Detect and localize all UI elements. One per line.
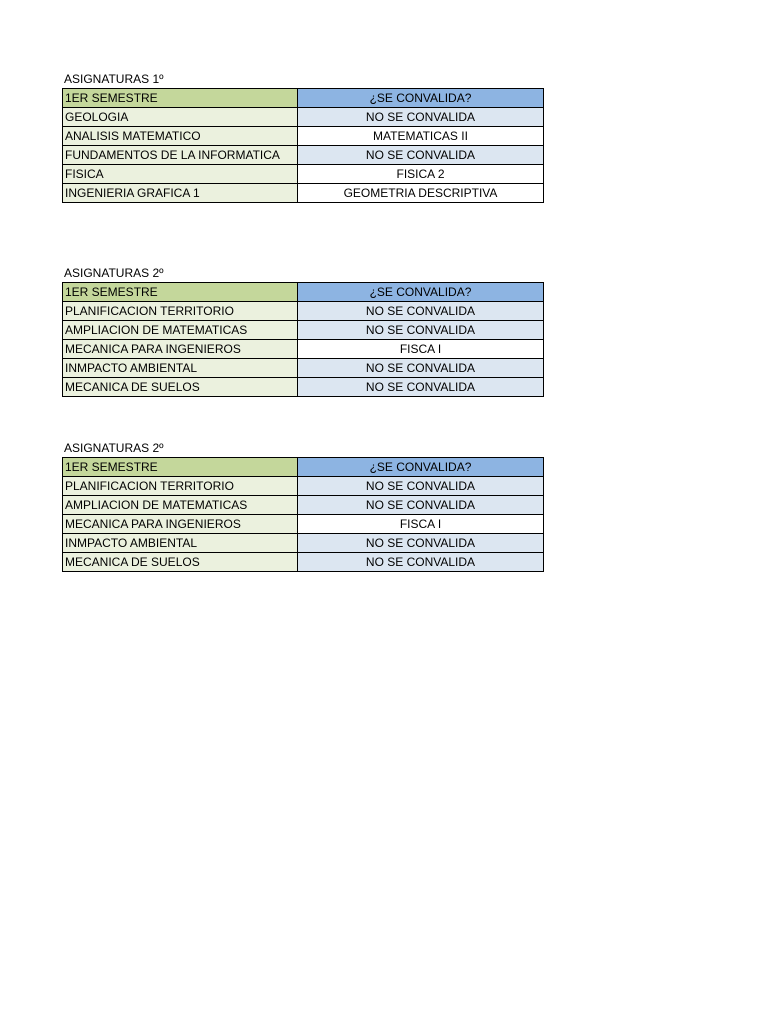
convalidation-cell[interactable]: FISICA 2 — [298, 165, 544, 184]
header-row — [63, 458, 544, 477]
table-row — [63, 302, 544, 321]
subject-cell[interactable]: MECANICA DE SUELOS — [63, 378, 298, 397]
table-row — [63, 108, 544, 127]
table-asignaturas-2 — [62, 264, 543, 397]
table-row — [63, 359, 544, 378]
table-row — [63, 496, 544, 515]
convalidation-table — [62, 282, 544, 397]
table-row — [63, 477, 544, 496]
subject-cell[interactable]: MECANICA PARA INGENIEROS — [63, 515, 298, 534]
table-row — [63, 340, 544, 359]
subject-cell[interactable]: AMPLIACION DE MATEMATICAS — [63, 496, 298, 515]
table-row — [63, 515, 544, 534]
table-caption: ASIGNATURAS 1º — [64, 72, 164, 86]
header-semester[interactable]: 1ER SEMESTRE — [63, 89, 298, 108]
convalidation-table — [62, 88, 544, 203]
table-row — [63, 378, 544, 397]
convalidation-cell[interactable]: NO SE CONVALIDA — [298, 534, 544, 553]
subject-cell[interactable]: INMPACTO AMBIENTAL — [63, 534, 298, 553]
subject-cell[interactable]: ANALISIS MATEMATICO — [63, 127, 298, 146]
table-row — [63, 321, 544, 340]
table-row — [63, 165, 544, 184]
subject-cell[interactable]: FUNDAMENTOS DE LA INFORMATICA — [63, 146, 298, 165]
convalidation-cell[interactable]: NO SE CONVALIDA — [298, 359, 544, 378]
table-asignaturas-1 — [62, 70, 543, 203]
convalidation-cell[interactable]: NO SE CONVALIDA — [298, 553, 544, 572]
convalidation-cell[interactable]: FISCA I — [298, 515, 544, 534]
convalidation-cell[interactable]: MATEMATICAS II — [298, 127, 544, 146]
subject-cell[interactable]: INGENIERIA GRAFICA 1 — [63, 184, 298, 203]
table-asignaturas-2-copy — [62, 439, 543, 572]
header-convalida[interactable]: ¿SE CONVALIDA? — [298, 283, 544, 302]
subject-cell[interactable]: GEOLOGIA — [63, 108, 298, 127]
header-convalida[interactable]: ¿SE CONVALIDA? — [298, 89, 544, 108]
table-row — [63, 184, 544, 203]
table-row — [63, 553, 544, 572]
table-row — [63, 127, 544, 146]
convalidation-cell[interactable]: NO SE CONVALIDA — [298, 496, 544, 515]
convalidation-cell[interactable]: NO SE CONVALIDA — [298, 378, 544, 397]
convalidation-cell[interactable]: NO SE CONVALIDA — [298, 108, 544, 127]
table-caption: ASIGNATURAS 2º — [64, 441, 164, 455]
convalidation-cell[interactable]: FISCA I — [298, 340, 544, 359]
convalidation-cell[interactable]: NO SE CONVALIDA — [298, 146, 544, 165]
convalidation-cell[interactable]: NO SE CONVALIDA — [298, 302, 544, 321]
table-row — [63, 534, 544, 553]
header-semester[interactable]: 1ER SEMESTRE — [63, 458, 298, 477]
convalidation-table — [62, 457, 544, 572]
subject-cell[interactable]: AMPLIACION DE MATEMATICAS — [63, 321, 298, 340]
header-convalida[interactable]: ¿SE CONVALIDA? — [298, 458, 544, 477]
header-semester[interactable]: 1ER SEMESTRE — [63, 283, 298, 302]
subject-cell[interactable]: PLANIFICACION TERRITORIO — [63, 302, 298, 321]
header-row — [63, 283, 544, 302]
subject-cell[interactable]: FISICA — [63, 165, 298, 184]
subject-cell[interactable]: MECANICA PARA INGENIEROS — [63, 340, 298, 359]
subject-cell[interactable]: PLANIFICACION TERRITORIO — [63, 477, 298, 496]
convalidation-cell[interactable]: GEOMETRIA DESCRIPTIVA — [298, 184, 544, 203]
table-caption: ASIGNATURAS 2º — [64, 266, 164, 280]
table-row — [63, 146, 544, 165]
convalidation-cell[interactable]: NO SE CONVALIDA — [298, 477, 544, 496]
convalidation-cell[interactable]: NO SE CONVALIDA — [298, 321, 544, 340]
header-row — [63, 89, 544, 108]
subject-cell[interactable]: INMPACTO AMBIENTAL — [63, 359, 298, 378]
subject-cell[interactable]: MECANICA DE SUELOS — [63, 553, 298, 572]
